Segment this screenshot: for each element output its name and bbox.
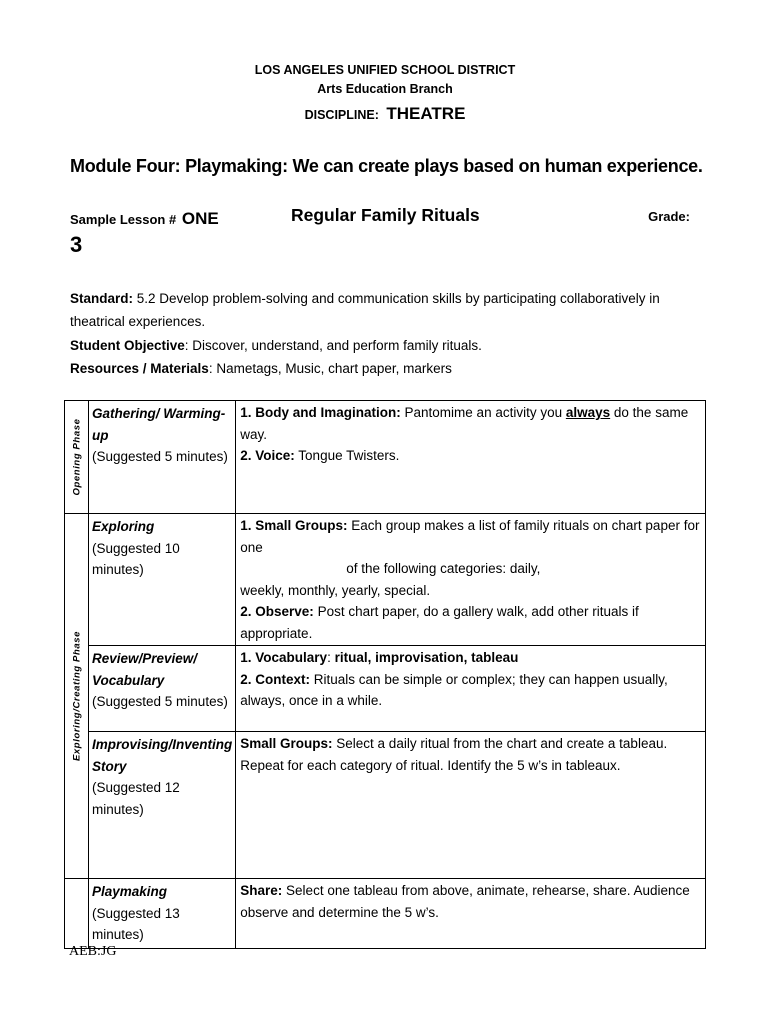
item-text: of the following categories: daily, [346, 561, 541, 576]
item-label: 2. Observe: [240, 604, 314, 619]
grade-value: 3 [70, 232, 83, 257]
phase-cell [89, 646, 236, 732]
standard-label: Standard: [70, 291, 134, 306]
activity-cell [236, 732, 706, 879]
activity-cell [236, 401, 706, 514]
phase-time: (Suggested 13 minutes) [92, 905, 180, 942]
lesson-label: Sample Lesson # [70, 212, 177, 227]
resources-text: : Nametags, Music, chart paper, markers [208, 361, 452, 376]
lesson-label-group [70, 209, 219, 229]
standard [70, 287, 690, 333]
phase-name: Exploring [92, 519, 155, 534]
phase-name: Playmaking [92, 884, 168, 899]
phase-time: (Suggested 5 minutes) [92, 449, 228, 464]
exploring-phase-cell [65, 514, 89, 879]
item-text: Post chart paper, do a gallery walk, add other rituals if appropriate. [240, 604, 639, 641]
item-label: 1. Body and Imagination: [240, 405, 401, 420]
item-text: Pantomime an activity you [400, 405, 566, 420]
item-text: do the same way. [240, 405, 689, 442]
grade-label: Grade: [648, 209, 690, 224]
branch-name: Arts Education Branch [317, 82, 453, 96]
phase-time: (Suggested 12 minutes) [92, 780, 180, 817]
item-text: Select a daily ritual from the chart and create a tableau. Repeat for each category of ritual. Identify the 5 w’s in tableaux. [240, 736, 668, 773]
resources [70, 357, 690, 380]
activity-cell [236, 646, 706, 732]
objective-label: Student Objective [70, 338, 185, 353]
student-objective [70, 334, 690, 357]
emphasis-word: always [565, 405, 611, 420]
table-row [65, 401, 706, 514]
closing-phase-cell [65, 879, 89, 949]
item-label: 1. Small Groups: [240, 518, 348, 533]
phase-cell [89, 732, 236, 879]
resources-label: Resources / Materials [70, 361, 209, 376]
item-label: Share: [240, 883, 283, 898]
table-row [65, 879, 706, 949]
phase-cell [89, 401, 236, 514]
phase-cell [89, 514, 236, 646]
standard-text: 5.2 Develop problem-solving and communication skills by participating collaboratively in theatrical experiences. [70, 291, 660, 329]
table-row [65, 646, 706, 732]
item-label: 1. Vocabulary [240, 650, 328, 665]
objective-text: : Discover, understand, and perform family rituals. [184, 338, 482, 353]
activity-cell [236, 879, 706, 949]
activity-cell [236, 514, 706, 646]
district-name: LOS ANGELES UNIFIED SCHOOL DISTRICT [254, 63, 516, 77]
item-text: Select one tableau from above, animate, rehearse, share. Audience observe and determine the 5 w’s. [240, 883, 690, 920]
item-text: Rituals can be simple or complex; they can happen usually, always, once in a while. [240, 671, 668, 708]
phase-name: Review/Preview/ Vocabulary [92, 651, 198, 688]
phase-cell [89, 879, 236, 949]
exploring-phase-label: Exploring/Creating Phase [70, 630, 82, 762]
module-title: Module Four: Playmaking: We can create plays based on human experience. [70, 156, 703, 176]
item-label: Small Groups: [240, 736, 333, 751]
lesson-table [64, 400, 706, 949]
table-row [65, 514, 706, 646]
item-label: 2. Context: [240, 671, 311, 687]
lesson-line [70, 205, 690, 231]
phase-name: Gathering/ Warming-up [92, 406, 226, 443]
item-text: : [327, 650, 335, 665]
discipline-line [0, 104, 770, 124]
lesson-title: Regular Family Rituals [291, 205, 480, 225]
discipline-value: THEATRE [386, 104, 466, 123]
discipline-label: DISCIPLINE: [304, 108, 379, 122]
lesson-number: ONE [181, 209, 219, 228]
phase-time: (Suggested 5 minutes) [92, 694, 228, 709]
item-text: weekly, monthly, yearly, special. [240, 582, 431, 598]
item-text: Tongue Twisters. [294, 448, 400, 463]
table-row [65, 732, 706, 879]
phase-time: (Suggested 10 minutes) [92, 540, 180, 577]
footer-initials: AEB:JG [69, 944, 117, 959]
opening-phase-label: Opening Phase [70, 418, 82, 496]
item-text: Each group makes a list of family rituals on chart paper for one [240, 518, 700, 555]
phase-name: Improvising/Inventing Story [92, 737, 233, 774]
opening-phase-cell [65, 401, 89, 514]
vocabulary-terms: ritual, improvisation, tableau [334, 650, 519, 665]
item-label: 2. Voice: [240, 448, 295, 463]
